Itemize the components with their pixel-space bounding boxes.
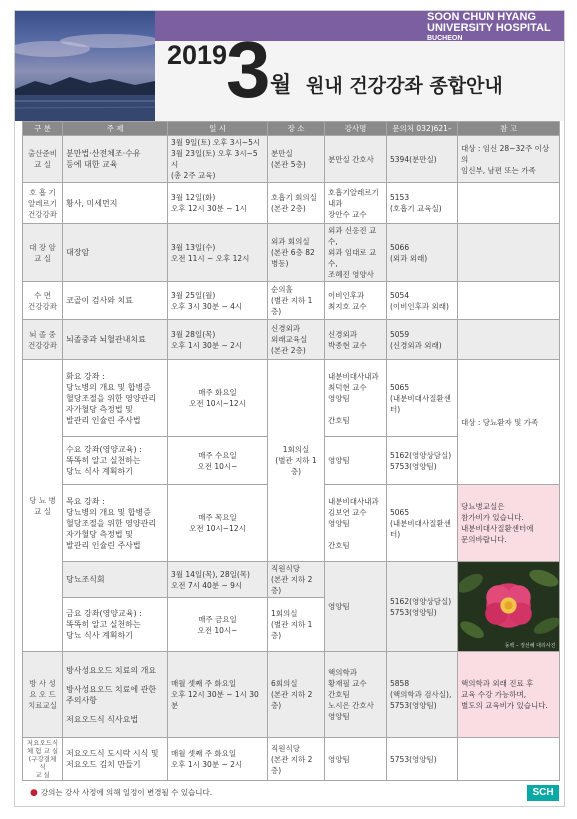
header-month-number: 3 [226,25,271,114]
row-datetime: 3월 13일(수) 오전 11시 ~ 오후 12시 [168,224,268,282]
row-topic: 저요오드식 도시락 시식 및 저요오드 김치 만들기 [63,738,168,781]
lecture-schedule-table [22,121,560,781]
hospital-name-line2: UNIVERSITY HOSPITAL [427,22,551,34]
row-place: 1회의실 (별관 지하 1층) [268,360,325,562]
row-contact: 5066 (외과 외래) [387,224,458,282]
table-row [23,183,560,224]
flower-caption: 동백 – 정선혜 대리사진 [504,642,556,649]
bullet-icon: ● [30,788,38,798]
row-lecturer: 호흡기알레르기내과 장안수 교수 [325,183,387,224]
col-header-contact: 문의처 032)621– [387,122,458,136]
row-topic: 황사, 미세먼지 [63,183,168,224]
row-place: 호흡기 회의실 (본관 2층) [268,183,325,224]
row-topic: 목요 강좌 : 당뇨병의 개요 및 합병증 혈당조절을 위한 영양관리 자가혈당 측정법 및 발관리 인슐린 주사법 [63,485,168,562]
row-contact: 5065 (내분비대사질환센터) [387,360,458,437]
hospital-logo-text [427,12,557,43]
row-topic: 당뇨조식회 [63,562,168,598]
row-note [458,183,560,224]
col-header-note: 참 고 [458,122,560,136]
table-row [23,224,560,282]
table-header-row [23,122,560,136]
row-contact: 5753(영양팀) [387,738,458,781]
row-category: 당 뇨 병 교 실 [23,360,63,652]
table-row-lowiodine [23,738,560,781]
row-topic: 코골이 검사와 치료 [63,282,168,320]
row-lecturer: 분만실 간호사 [325,136,387,183]
row-contact: 5394(분만실) [387,136,458,183]
row-note-pink: 당뇨병교실은 참가비가 있습니다. 내분비대사질환센터에 문의바랍니다. [458,485,560,562]
row-lecturer: 내분비대사내과 김보연 교수 영양팀 간호팀 [325,485,387,562]
row-lecturer: 영양팀 [325,738,387,781]
row-topic: 대장암 [63,224,168,282]
row-contact: 5858 (핵의학과 검사실), 5753(영양팀) [387,652,458,738]
row-place: 외과 회의실 (본관 6층 82병동) [268,224,325,282]
row-note: 대상 : 당뇨환자 및 가족 [458,360,560,485]
sch-logo: SCH [527,785,559,801]
col-header-datetime: 일 시 [168,122,268,136]
row-lecturer: 핵의학과 황재필 교수 간호팀 노시은 간호사 영양팀 [325,652,387,738]
col-header-topic: 주 제 [63,122,168,136]
row-category: 수 면 건강강좌 [23,282,63,320]
row-place: 6회의실 (본관 지하 2층) [268,652,325,738]
header-month-suffix: 월 [270,73,292,98]
row-topic: 화요 강좌 : 당뇨병의 개요 및 합병증 혈당조절을 위한 영양관리 자가혈당 측정법 및 발관리 인슐린 주사법 [63,360,168,437]
row-place: 신경외과 외래교육실 (본관 2층) [268,320,325,360]
row-contact: 5162(영양상담실) 5753(영양팀) [387,437,458,485]
row-category: 출산준비 교 실 [23,136,63,183]
header-landscape-image [15,11,155,121]
row-topic: 금요 강좌(영양교육) : 똑똑히 알고 실천하는 당뇨 식사 계획하기 [63,598,168,652]
row-note [458,224,560,282]
page-title: 원내 건강강좌 종합안내 [306,75,503,97]
row-note-pink: 핵의학과 외래 진료 후 교육 수강 가능하며, 별도의 교육비가 있습니다. [458,652,560,738]
row-topic: 뇌졸중과 뇌혈관내치료 [63,320,168,360]
footer-note [30,787,212,798]
row-datetime: 3월 9일(토) 오후 3시~5시 3월 23일(토) 오후 3시~5시 (총 2주 교육) [168,136,268,183]
row-datetime: 3월 28일(목) 오후 1시 30분 ~ 2시 [168,320,268,360]
hospital-name-line1: SOON CHUN HYANG [427,11,536,23]
camellia-flower-image [459,563,559,651]
row-datetime: 매주 금요일 오전 10시~ [168,598,268,652]
radiation-topic-3: 저요오드식 식사요법 [66,714,139,724]
row-contact: 5162(영양상담실) 5753(영양팀) [387,562,458,652]
radiation-topic-2: 방사성요오드 치료에 관한 주의사항 [66,684,157,705]
row-category: 뇌 졸 중 건강강좌 [23,320,63,360]
row-place: 직원식당 (본관 지하 2층) [268,562,325,598]
row-place: 순의홀 (별관 지하 1층) [268,282,325,320]
row-datetime: 매주 수요일 오전 10시~ [168,437,268,485]
col-header-lecturer: 강사명 [325,122,387,136]
table-row-radiation [23,652,560,738]
row-lecturer: 외과 신응진 교수, 외과 임대로 교수, 조혜진 영양사 [325,224,387,282]
row-datetime: 매주 목요일 오전 10시~12시 [168,485,268,562]
row-topic-list [63,652,168,738]
row-note [458,320,560,360]
row-topic: 수요 강좌(영양교육) : 똑똑히 알고 실천하는 당뇨 식사 계획하기 [63,437,168,485]
row-datetime: 매월 셋째 주 화요일 오후 1시 30분 ~ 2시 [168,738,268,781]
header-year: 2019 [167,40,228,70]
row-contact: 5054 (이비인후과 외래) [387,282,458,320]
table-row [23,320,560,360]
row-category: 저요오드식 체 험 교 실 (구강결체식 교 실 [23,738,63,781]
row-datetime: 매주 화요일 오전 10시~12시 [168,360,268,437]
table-row [23,136,560,183]
hospital-name-line3: BUCHEON [427,35,463,42]
row-place: 직원식당 (본관 지하 2층) [268,738,325,781]
row-lecturer: 영양팀 [325,562,387,652]
row-note [458,738,560,781]
row-topic: 분만법·산전체조·수유 등에 대한 교육 [63,136,168,183]
row-lecturer: 이비인후과 최지호 교수 [325,282,387,320]
col-header-place: 장 소 [268,122,325,136]
row-note: 대상 : 임신 28~32주 이상의 임신부, 남편 또는 가족 [458,136,560,183]
table-row [23,282,560,320]
row-category: 호 흡 기 알레르기 건강강좌 [23,183,63,224]
row-datetime: 3월 12일(화) 오후 12시 30분 ~ 1시 [168,183,268,224]
row-datetime: 매월 셋째 주 화요일 오후 12시 30분 ~ 1시 30분 [168,652,268,738]
row-place: 분만실 (본관 5층) [268,136,325,183]
row-lecturer: 영양팀 [325,437,387,485]
row-place: 1회의실 (별관 지하 1층) [268,598,325,652]
row-datetime: 3월 25일(월) 오후 3시 30분 ~ 4시 [168,282,268,320]
row-lecturer: 신경외과 박종현 교수 [325,320,387,360]
radiation-topic-1: 방사성요오드 치료의 개요 [66,665,157,675]
row-contact: 5065 (내분비대사질환센터) [387,485,458,562]
row-category: 방 사 성 요 오 드 치료교실 [23,652,63,738]
footer-note-text: 강의는 강사 사정에 의해 일정이 변경될 수 있습니다. [40,788,213,797]
row-datetime: 3월 14일(목), 28일(목) 오전 7시 40분 ~ 9시 [168,562,268,598]
table-row-diabetes-tue [23,360,560,437]
row-contact: 5153 (호흡기 교육실) [387,183,458,224]
row-category: 대 장 암 교 실 [23,224,63,282]
row-contact: 5059 (신경외과 외래) [387,320,458,360]
row-note [458,282,560,320]
col-header-category: 구 분 [23,122,63,136]
row-lecturer: 내분비대사내과 최덕현 교수 영양팀 간호팀 [325,360,387,437]
